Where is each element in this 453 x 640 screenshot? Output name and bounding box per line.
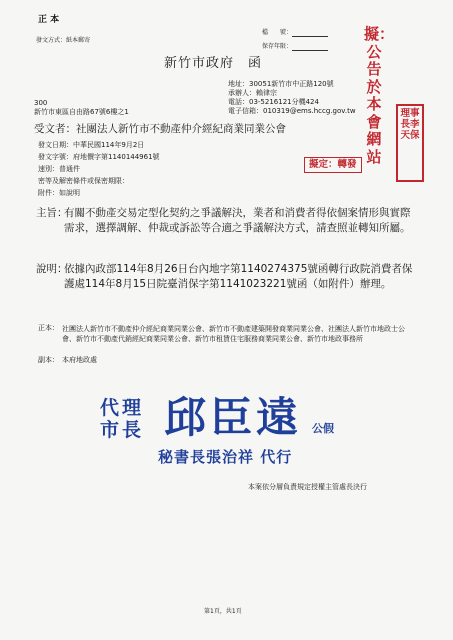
signature-leave-mark: 公假 <box>312 422 334 435</box>
page-number: 第1頁，共1頁 <box>204 608 242 615</box>
copy-type: 正 本 <box>38 15 60 25</box>
sender-phone: 電話：03-5216121分機424 <box>228 98 319 106</box>
recipient-address: 新竹市東區自由路67號6樓之1 <box>34 108 129 116</box>
cc-label: 正本： <box>38 324 59 332</box>
chairman-seal: 理事長李天保 <box>396 104 424 182</box>
signature-mayor-label: 市長 <box>100 419 145 441</box>
sender-address: 地址：30051新竹市中正路120號 <box>228 80 334 88</box>
copy-list: 本府地政處 <box>62 356 97 364</box>
delivery-method: 發文方式：紙本郵寄 <box>36 37 91 44</box>
signature-mayor-name: 邱臣遠 <box>164 393 303 442</box>
issue-number: 發文字號：府地價字第1140144961號 <box>38 153 160 161</box>
secrecy-level: 密等及解密條件或保密期限： <box>38 177 129 185</box>
attachment: 附件：如說明 <box>38 189 80 197</box>
signature-proxy-label: 代理 <box>100 397 145 419</box>
copy-label: 副本： <box>38 356 59 364</box>
authority-footnote: 本案依分層負責規定授權主管處長決行 <box>248 483 367 491</box>
file-no-label: 檔 號： <box>262 28 328 37</box>
sender-contact: 承辦人：賴律宗 <box>228 89 277 97</box>
post-notice-stamp: 擬：公告於本會網站 <box>364 25 395 166</box>
retention-label: 保存年限： <box>262 42 328 51</box>
subject-text: 有關不動產交易定型化契約之爭議解決，業者和消費者得依個案情形與實際需求，選擇調解、仲裁或訴訟等合適之爭議解決方式，請查照並轉知所屬。 <box>64 207 411 234</box>
explanation-text: 依據內政部114年8月26日台內地字第1140274375號函轉行政院消費者保護處114年8月15日院臺消保字第1141023221號函（如附件）辦理。 <box>64 263 413 290</box>
sender-email: 電子信箱：010319@ems.hccg.gov.tw <box>228 107 356 115</box>
subject-label: 主旨： <box>36 207 68 219</box>
recipient-to: 受文者：社團法人新竹市不動產仲介經紀商業同業公會 <box>34 123 286 135</box>
issue-date: 發文日期：中華民國114年9月2日 <box>38 141 145 149</box>
delivery-speed: 速別：普通件 <box>38 165 80 173</box>
document-title: 新竹市政府 函 <box>164 56 263 71</box>
explanation-label: 說明： <box>36 263 68 275</box>
forward-stamp: 擬定：轉發 <box>304 157 362 173</box>
cc-list: 社團法人新竹市不動產仲介經紀商業同業公會、新竹市不動產建築開發商業同業公會、社團法人新竹市地政士公會、新竹市不動產代銷經紀商業同業公會、新竹市租賃住宅服務商業同業公會、新竹市地政事務所 <box>62 325 405 343</box>
recipient-zip: 300 <box>34 99 48 107</box>
signature-secretary: 秘書長張治祥 代行 <box>158 448 293 466</box>
